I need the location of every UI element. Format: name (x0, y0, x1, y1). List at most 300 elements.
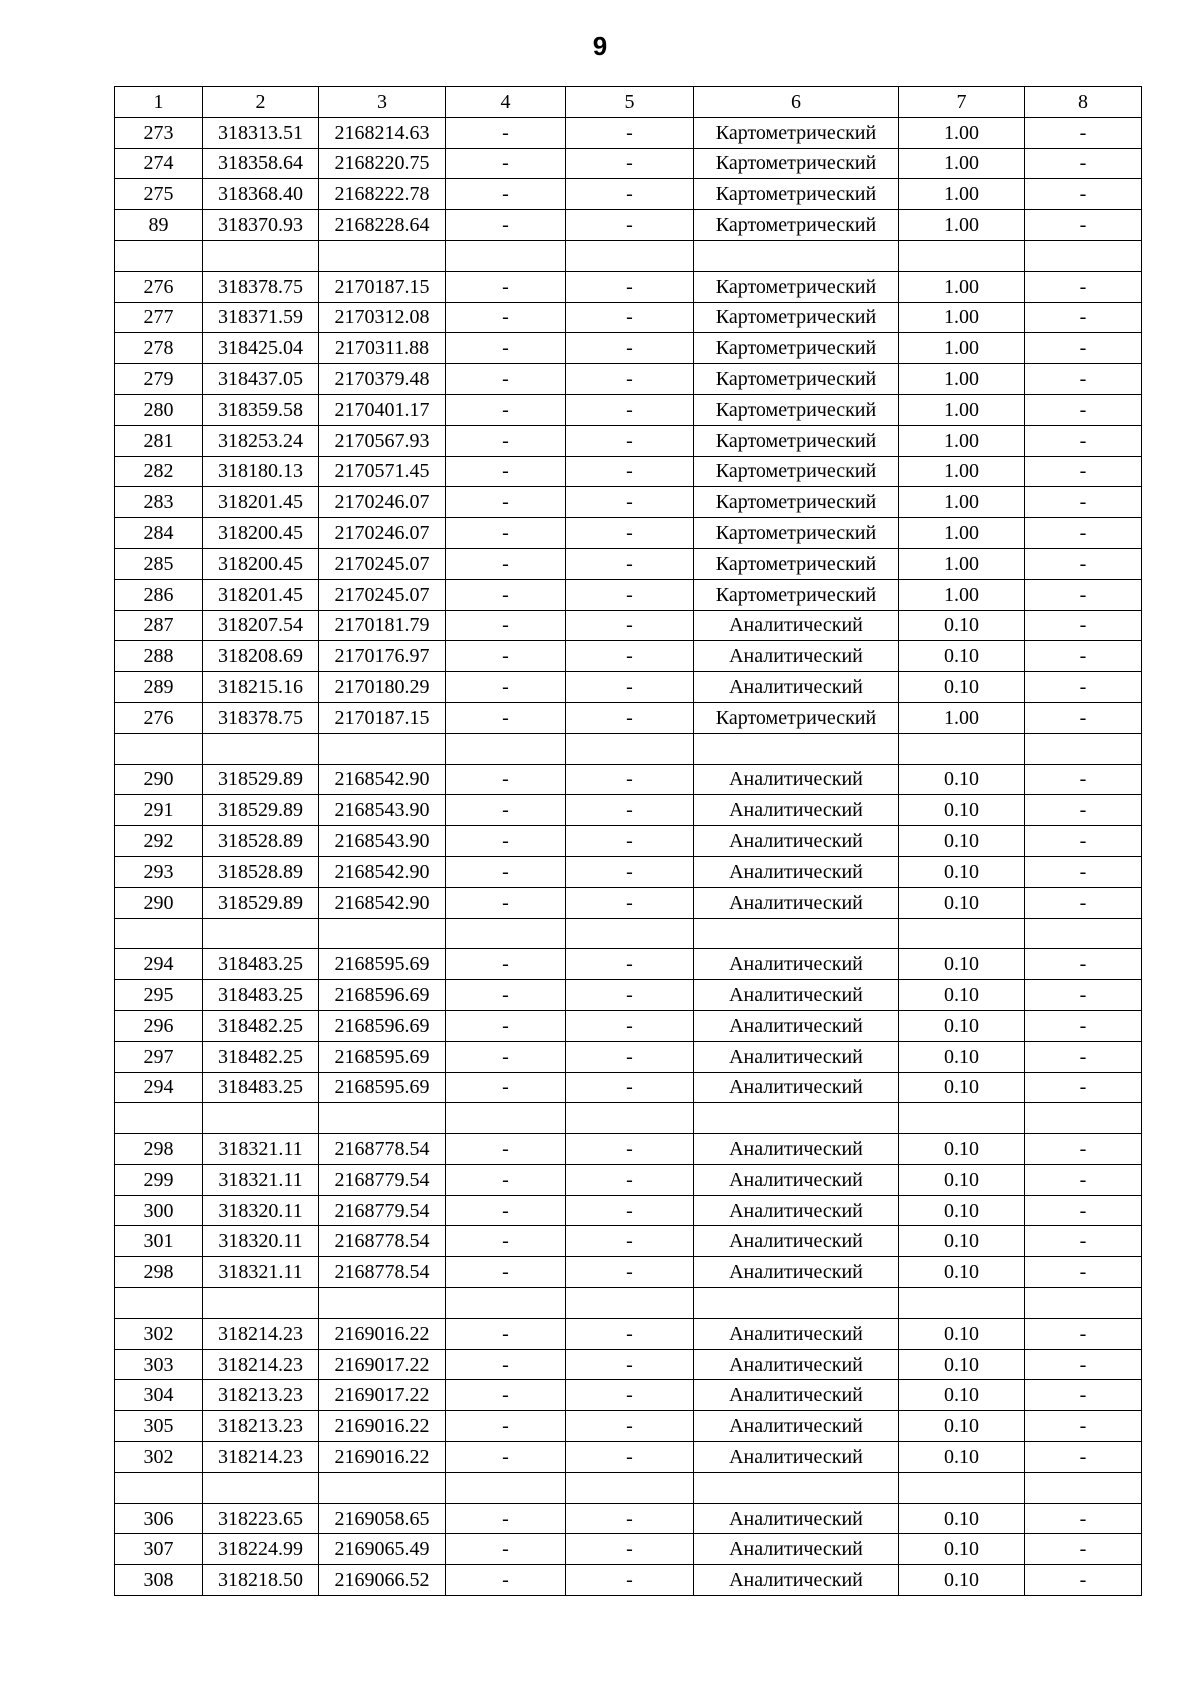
point-number-cell: 291 (115, 795, 203, 826)
column-4-cell: - (446, 980, 566, 1011)
column-4-cell (446, 1103, 566, 1134)
column-8-cell: - (1025, 1565, 1142, 1596)
method-cell (694, 918, 899, 949)
x-coordinate-cell: 318528.89 (203, 856, 319, 887)
method-cell: Аналитический (694, 610, 899, 641)
table-row (115, 826, 1142, 857)
accuracy-cell: 0.10 (899, 764, 1025, 795)
column-5-cell: - (566, 456, 694, 487)
point-number-cell: 89 (115, 210, 203, 241)
method-cell: Картометрический (694, 487, 899, 518)
table-row (115, 1503, 1142, 1534)
table-row (115, 579, 1142, 610)
column-4-cell: - (446, 887, 566, 918)
column-8-cell (1025, 1103, 1142, 1134)
accuracy-cell: 0.10 (899, 795, 1025, 826)
y-coordinate-cell: 2168595.69 (319, 949, 446, 980)
column-5-cell: - (566, 1010, 694, 1041)
column-5-cell: - (566, 856, 694, 887)
column-8-cell: - (1025, 302, 1142, 333)
accuracy-cell: 0.10 (899, 1134, 1025, 1165)
accuracy-cell: 0.10 (899, 1503, 1025, 1534)
point-number-cell: 286 (115, 579, 203, 610)
column-8-cell: - (1025, 856, 1142, 887)
point-number-cell: 299 (115, 1164, 203, 1195)
column-5-cell: - (566, 610, 694, 641)
column-8-cell: - (1025, 949, 1142, 980)
column-header-1: 1 (115, 87, 203, 118)
column-4-cell (446, 1288, 566, 1319)
table-row (115, 641, 1142, 672)
column-5-cell: - (566, 425, 694, 456)
method-cell: Аналитический (694, 1164, 899, 1195)
method-cell: Аналитический (694, 1318, 899, 1349)
accuracy-cell: 0.10 (899, 1072, 1025, 1103)
accuracy-cell: 0.10 (899, 1534, 1025, 1565)
y-coordinate-cell: 2170379.48 (319, 364, 446, 395)
separator-row (115, 918, 1142, 949)
header-row (115, 87, 1142, 118)
y-coordinate-cell: 2170180.29 (319, 672, 446, 703)
y-coordinate-cell: 2169016.22 (319, 1318, 446, 1349)
column-8-cell: - (1025, 456, 1142, 487)
x-coordinate-cell: 318320.11 (203, 1226, 319, 1257)
y-coordinate-cell: 2170187.15 (319, 702, 446, 733)
table-row (115, 1257, 1142, 1288)
column-4-cell: - (446, 702, 566, 733)
column-5-cell (566, 1288, 694, 1319)
column-5-cell: - (566, 980, 694, 1011)
y-coordinate-cell: 2168595.69 (319, 1041, 446, 1072)
column-5-cell: - (566, 579, 694, 610)
accuracy-cell: 0.10 (899, 1442, 1025, 1473)
x-coordinate-cell (203, 733, 319, 764)
column-4-cell: - (446, 856, 566, 887)
table-row (115, 548, 1142, 579)
accuracy-cell (899, 1472, 1025, 1503)
y-coordinate-cell: 2168542.90 (319, 887, 446, 918)
accuracy-cell (899, 733, 1025, 764)
column-5-cell: - (566, 210, 694, 241)
y-coordinate-cell: 2170245.07 (319, 548, 446, 579)
y-coordinate-cell: 2168595.69 (319, 1072, 446, 1103)
method-cell: Аналитический (694, 1503, 899, 1534)
table-row (115, 1380, 1142, 1411)
y-coordinate-cell: 2170311.88 (319, 333, 446, 364)
x-coordinate-cell: 318483.25 (203, 980, 319, 1011)
column-8-cell: - (1025, 1380, 1142, 1411)
column-8-cell: - (1025, 1195, 1142, 1226)
column-4-cell: - (446, 795, 566, 826)
method-cell: Картометрический (694, 117, 899, 148)
point-number-cell: 289 (115, 672, 203, 703)
column-5-cell: - (566, 1380, 694, 1411)
method-cell (694, 1288, 899, 1319)
y-coordinate-cell: 2169065.49 (319, 1534, 446, 1565)
column-4-cell: - (446, 1442, 566, 1473)
column-4-cell: - (446, 1010, 566, 1041)
accuracy-cell: 1.00 (899, 210, 1025, 241)
x-coordinate-cell: 318218.50 (203, 1565, 319, 1596)
y-coordinate-cell: 2168778.54 (319, 1134, 446, 1165)
table-row (115, 856, 1142, 887)
x-coordinate-cell: 318224.99 (203, 1534, 319, 1565)
accuracy-cell: 0.10 (899, 1226, 1025, 1257)
accuracy-cell: 1.00 (899, 579, 1025, 610)
table-row (115, 1134, 1142, 1165)
point-number-cell (115, 1103, 203, 1134)
column-5-cell: - (566, 1318, 694, 1349)
method-cell: Аналитический (694, 1257, 899, 1288)
method-cell: Аналитический (694, 1534, 899, 1565)
point-number-cell: 302 (115, 1318, 203, 1349)
point-number-cell: 277 (115, 302, 203, 333)
column-8-cell: - (1025, 795, 1142, 826)
column-8-cell (1025, 918, 1142, 949)
column-4-cell: - (446, 1534, 566, 1565)
accuracy-cell: 1.00 (899, 394, 1025, 425)
point-number-cell: 276 (115, 271, 203, 302)
column-8-cell: - (1025, 117, 1142, 148)
table-row (115, 425, 1142, 456)
column-4-cell: - (446, 1072, 566, 1103)
method-cell: Аналитический (694, 641, 899, 672)
column-8-cell: - (1025, 210, 1142, 241)
accuracy-cell: 0.10 (899, 1257, 1025, 1288)
y-coordinate-cell: 2170181.79 (319, 610, 446, 641)
column-5-cell: - (566, 1534, 694, 1565)
method-cell: Картометрический (694, 456, 899, 487)
column-5-cell (566, 1103, 694, 1134)
column-5-cell: - (566, 1164, 694, 1195)
column-4-cell: - (446, 610, 566, 641)
accuracy-cell: 0.10 (899, 887, 1025, 918)
column-4-cell: - (446, 271, 566, 302)
table-row (115, 487, 1142, 518)
column-8-cell: - (1025, 980, 1142, 1011)
point-number-cell: 300 (115, 1195, 203, 1226)
column-4-cell: - (446, 579, 566, 610)
column-5-cell: - (566, 333, 694, 364)
column-8-cell: - (1025, 179, 1142, 210)
accuracy-cell: 0.10 (899, 980, 1025, 1011)
y-coordinate-cell: 2168778.54 (319, 1257, 446, 1288)
column-header-5: 5 (566, 87, 694, 118)
x-coordinate-cell: 318483.25 (203, 949, 319, 980)
table-row (115, 364, 1142, 395)
column-4-cell (446, 240, 566, 271)
y-coordinate-cell: 2168543.90 (319, 826, 446, 857)
column-4-cell: - (446, 1503, 566, 1534)
column-8-cell: - (1025, 518, 1142, 549)
point-number-cell: 290 (115, 887, 203, 918)
column-8-cell: - (1025, 1442, 1142, 1473)
point-number-cell: 275 (115, 179, 203, 210)
accuracy-cell (899, 918, 1025, 949)
y-coordinate-cell: 2169066.52 (319, 1565, 446, 1596)
point-number-cell: 296 (115, 1010, 203, 1041)
table-row (115, 394, 1142, 425)
x-coordinate-cell: 318180.13 (203, 456, 319, 487)
y-coordinate-cell: 2170246.07 (319, 518, 446, 549)
column-8-cell: - (1025, 1134, 1142, 1165)
column-5-cell (566, 240, 694, 271)
column-8-cell: - (1025, 394, 1142, 425)
y-coordinate-cell: 2170567.93 (319, 425, 446, 456)
column-8-cell: - (1025, 271, 1142, 302)
column-5-cell: - (566, 949, 694, 980)
column-8-cell (1025, 240, 1142, 271)
column-4-cell: - (446, 1380, 566, 1411)
point-number-cell: 292 (115, 826, 203, 857)
x-coordinate-cell: 318321.11 (203, 1257, 319, 1288)
method-cell: Аналитический (694, 1411, 899, 1442)
x-coordinate-cell: 318215.16 (203, 672, 319, 703)
column-5-cell: - (566, 148, 694, 179)
method-cell: Аналитический (694, 887, 899, 918)
y-coordinate-cell: 2169017.22 (319, 1349, 446, 1380)
y-coordinate-cell: 2168779.54 (319, 1164, 446, 1195)
accuracy-cell: 0.10 (899, 1041, 1025, 1072)
column-5-cell: - (566, 487, 694, 518)
column-5-cell: - (566, 641, 694, 672)
accuracy-cell (899, 1288, 1025, 1319)
accuracy-cell: 0.10 (899, 1380, 1025, 1411)
point-number-cell: 287 (115, 610, 203, 641)
method-cell: Аналитический (694, 1041, 899, 1072)
point-number-cell: 282 (115, 456, 203, 487)
x-coordinate-cell: 318200.45 (203, 518, 319, 549)
method-cell: Аналитический (694, 856, 899, 887)
point-number-cell: 283 (115, 487, 203, 518)
y-coordinate-cell: 2170401.17 (319, 394, 446, 425)
accuracy-cell: 1.00 (899, 487, 1025, 518)
column-4-cell: - (446, 425, 566, 456)
x-coordinate-cell: 318529.89 (203, 795, 319, 826)
x-coordinate-cell: 318368.40 (203, 179, 319, 210)
x-coordinate-cell: 318529.89 (203, 764, 319, 795)
point-number-cell (115, 1288, 203, 1319)
point-number-cell: 294 (115, 1072, 203, 1103)
column-5-cell: - (566, 1072, 694, 1103)
y-coordinate-cell: 2170246.07 (319, 487, 446, 518)
accuracy-cell: 0.10 (899, 1565, 1025, 1596)
x-coordinate-cell: 318483.25 (203, 1072, 319, 1103)
column-4-cell: - (446, 548, 566, 579)
column-4-cell: - (446, 1134, 566, 1165)
method-cell: Аналитический (694, 1010, 899, 1041)
column-8-cell (1025, 1472, 1142, 1503)
accuracy-cell: 0.10 (899, 1411, 1025, 1442)
x-coordinate-cell: 318214.23 (203, 1442, 319, 1473)
table-row (115, 980, 1142, 1011)
point-number-cell: 278 (115, 333, 203, 364)
y-coordinate-cell (319, 918, 446, 949)
column-5-cell: - (566, 1134, 694, 1165)
column-4-cell (446, 1472, 566, 1503)
column-5-cell: - (566, 1411, 694, 1442)
accuracy-cell: 1.00 (899, 271, 1025, 302)
column-4-cell: - (446, 210, 566, 241)
method-cell: Картометрический (694, 179, 899, 210)
x-coordinate-cell (203, 1472, 319, 1503)
column-5-cell: - (566, 887, 694, 918)
column-5-cell (566, 733, 694, 764)
x-coordinate-cell: 318370.93 (203, 210, 319, 241)
y-coordinate-cell (319, 1472, 446, 1503)
table-row (115, 1072, 1142, 1103)
accuracy-cell: 0.10 (899, 1164, 1025, 1195)
x-coordinate-cell: 318213.23 (203, 1380, 319, 1411)
method-cell: Картометрический (694, 148, 899, 179)
column-8-cell: - (1025, 1072, 1142, 1103)
x-coordinate-cell: 318200.45 (203, 548, 319, 579)
accuracy-cell: 1.00 (899, 148, 1025, 179)
column-4-cell: - (446, 394, 566, 425)
method-cell: Аналитический (694, 949, 899, 980)
column-8-cell: - (1025, 1164, 1142, 1195)
method-cell: Картометрический (694, 518, 899, 549)
x-coordinate-cell: 318378.75 (203, 271, 319, 302)
column-5-cell: - (566, 826, 694, 857)
method-cell: Аналитический (694, 795, 899, 826)
point-number-cell: 290 (115, 764, 203, 795)
point-number-cell: 307 (115, 1534, 203, 1565)
column-8-cell: - (1025, 148, 1142, 179)
x-coordinate-cell: 318214.23 (203, 1349, 319, 1380)
method-cell: Картометрический (694, 548, 899, 579)
method-cell: Аналитический (694, 1072, 899, 1103)
column-8-cell (1025, 1288, 1142, 1319)
column-5-cell (566, 1472, 694, 1503)
accuracy-cell: 0.10 (899, 856, 1025, 887)
column-5-cell: - (566, 271, 694, 302)
column-8-cell: - (1025, 487, 1142, 518)
accuracy-cell: 1.00 (899, 302, 1025, 333)
accuracy-cell: 1.00 (899, 333, 1025, 364)
column-8-cell: - (1025, 1226, 1142, 1257)
method-cell: Картометрический (694, 271, 899, 302)
column-8-cell: - (1025, 1257, 1142, 1288)
method-cell: Аналитический (694, 672, 899, 703)
point-number-cell: 281 (115, 425, 203, 456)
y-coordinate-cell: 2168779.54 (319, 1195, 446, 1226)
table-row (115, 795, 1142, 826)
x-coordinate-cell: 318321.11 (203, 1134, 319, 1165)
column-header-8: 8 (1025, 87, 1142, 118)
column-4-cell: - (446, 1195, 566, 1226)
table-row (115, 518, 1142, 549)
method-cell (694, 1472, 899, 1503)
column-4-cell: - (446, 672, 566, 703)
column-4-cell: - (446, 1226, 566, 1257)
column-4-cell: - (446, 764, 566, 795)
column-4-cell: - (446, 518, 566, 549)
point-number-cell: 304 (115, 1380, 203, 1411)
column-5-cell: - (566, 518, 694, 549)
separator-row (115, 1103, 1142, 1134)
table-row (115, 949, 1142, 980)
column-8-cell: - (1025, 333, 1142, 364)
table-body (115, 117, 1142, 1595)
accuracy-cell: 1.00 (899, 456, 1025, 487)
column-5-cell: - (566, 672, 694, 703)
y-coordinate-cell: 2168596.69 (319, 980, 446, 1011)
column-8-cell: - (1025, 1041, 1142, 1072)
point-number-cell: 294 (115, 949, 203, 980)
column-8-cell: - (1025, 1411, 1142, 1442)
column-8-cell: - (1025, 1534, 1142, 1565)
point-number-cell: 293 (115, 856, 203, 887)
y-coordinate-cell: 2168228.64 (319, 210, 446, 241)
method-cell: Картометрический (694, 302, 899, 333)
column-8-cell: - (1025, 672, 1142, 703)
y-coordinate-cell: 2170176.97 (319, 641, 446, 672)
column-8-cell: - (1025, 887, 1142, 918)
x-coordinate-cell: 318358.64 (203, 148, 319, 179)
page-number: 9 (592, 31, 608, 61)
column-4-cell: - (446, 487, 566, 518)
method-cell: Аналитический (694, 1442, 899, 1473)
y-coordinate-cell: 2168214.63 (319, 117, 446, 148)
y-coordinate-cell (319, 1103, 446, 1134)
y-coordinate-cell (319, 733, 446, 764)
column-5-cell: - (566, 1349, 694, 1380)
x-coordinate-cell: 318529.89 (203, 887, 319, 918)
column-5-cell: - (566, 1503, 694, 1534)
table-row (115, 672, 1142, 703)
table-header (115, 87, 1142, 118)
column-8-cell: - (1025, 826, 1142, 857)
table-row (115, 887, 1142, 918)
y-coordinate-cell (319, 1288, 446, 1319)
x-coordinate-cell: 318207.54 (203, 610, 319, 641)
method-cell (694, 1103, 899, 1134)
point-number-cell: 297 (115, 1041, 203, 1072)
y-coordinate-cell: 2168542.90 (319, 856, 446, 887)
x-coordinate-cell (203, 1103, 319, 1134)
point-number-cell: 276 (115, 702, 203, 733)
separator-row (115, 733, 1142, 764)
coordinates-table (114, 86, 1142, 1596)
table-row (115, 1411, 1142, 1442)
x-coordinate-cell: 318425.04 (203, 333, 319, 364)
method-cell: Картометрический (694, 702, 899, 733)
column-4-cell: - (446, 1565, 566, 1596)
column-8-cell: - (1025, 425, 1142, 456)
method-cell: Картометрический (694, 394, 899, 425)
column-5-cell: - (566, 117, 694, 148)
column-4-cell: - (446, 826, 566, 857)
x-coordinate-cell: 318213.23 (203, 1411, 319, 1442)
column-8-cell: - (1025, 1318, 1142, 1349)
y-coordinate-cell: 2168220.75 (319, 148, 446, 179)
column-5-cell: - (566, 179, 694, 210)
column-4-cell: - (446, 456, 566, 487)
column-8-cell: - (1025, 1349, 1142, 1380)
y-coordinate-cell: 2170245.07 (319, 579, 446, 610)
accuracy-cell: 0.10 (899, 672, 1025, 703)
method-cell: Аналитический (694, 1195, 899, 1226)
method-cell: Картометрический (694, 425, 899, 456)
column-4-cell: - (446, 1349, 566, 1380)
column-4-cell: - (446, 1041, 566, 1072)
column-5-cell: - (566, 1041, 694, 1072)
y-coordinate-cell: 2170187.15 (319, 271, 446, 302)
accuracy-cell: 0.10 (899, 1195, 1025, 1226)
column-header-2: 2 (203, 87, 319, 118)
method-cell (694, 240, 899, 271)
